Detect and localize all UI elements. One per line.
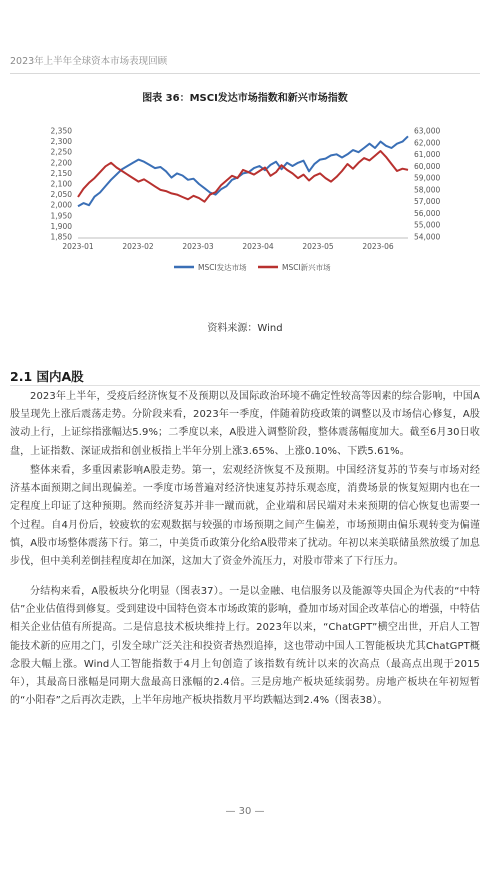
left-tick-label: 1,950 xyxy=(50,211,72,221)
x-axis xyxy=(62,238,408,251)
right-tick-label: 61,000 xyxy=(414,150,441,160)
series-layer xyxy=(78,136,408,206)
legend-label-1: MSCI发达市场 xyxy=(198,263,247,272)
left-tick-label: 2,250 xyxy=(50,147,72,157)
paragraph-3: 分结构来看，A股板块分化明显（图表37）。一是以金融、电信服务以及能源等央国企为代表的“中特估”企业估值得到修复。受到建设中国特色资本市场政策的影响，叠加市场对国企改革信心的增强，中特估相关企业估值有所提高。二是信息技术板块维持上行。2023年以来，“ChatGPT”横空出世，开启人工智能技术新的应用之门，引发全球广泛关注和投资者热烈追捧，这也带动中国人工智能板块尤其ChatGPT概念股大幅上涨。Wind人工智能指数于4月上旬创造了该指数有统计以来的次高点（最高点出现于2015年），其最高日涨幅是同期大盘最高日涨幅的2.4倍。三是房地产板块延续弱势。房地产板块在年初短暂的“小阳春”之后再次走跌，上半年房地产板块指数月平均跌幅达到2.4%（图表38）。 xyxy=(10,586,480,707)
page-header-title: 2023年上半年全球资本市场表现回顾 xyxy=(10,56,168,67)
right-tick-label: 56,000 xyxy=(414,208,441,218)
left-tick-label: 1,850 xyxy=(50,232,72,242)
right-tick-label: 58,000 xyxy=(414,185,441,195)
x-tick-label: 2023-05 xyxy=(302,242,334,251)
left-tick-label: 2,150 xyxy=(50,168,72,178)
right-tick-label: 63,000 xyxy=(414,126,441,136)
right-tick-label: 55,000 xyxy=(414,220,441,230)
series-line-2 xyxy=(78,151,408,202)
paragraph-1: 2023年上半年，受疫后经济恢复不及预期以及国际政治环境不确定性较高等因素的综合影响，中国A股呈现先上涨后震荡走势。分阶段来看，2023年一季度，伴随着防疫政策的调整以及市场信心修复，A股波动上行，上证综指涨幅达5.9%；二季度以来，A股进入调整阶段，整体震荡幅度加大。截至6月30日收盘，上证指数、深证成指和创业板指上半年分别上涨3.65%、上涨0.10%、下跌5.61%。 xyxy=(10,391,480,457)
right-axis xyxy=(414,127,440,242)
right-tick-label: 54,000 xyxy=(414,232,441,242)
left-tick-label: 2,050 xyxy=(50,190,72,200)
right-tick-label: 62,000 xyxy=(414,138,441,148)
section-title: 2.1 国内A股 xyxy=(10,369,84,384)
left-tick-label: 2,000 xyxy=(50,200,72,210)
figure-source: 资料来源：Wind xyxy=(207,323,283,334)
paragraph-2: 整体来看，多重因素影响A股走势。第一，宏观经济恢复不及预期。中国经济复苏的节奏与市场对经济基本面预期之间出现偏差。一季度市场普遍对经济快速复苏持乐观态度，消费场景的恢复短期内也在一定程度上印证了这种预期。然而经济复苏并非一蹴而就，企业端和居民端对未来预期的信心恢复也需要一个过程。自4月份后，较疲软的宏观数据与较强的市场预期之间产生偏差，市场预期由偏乐观转变为偏谨慎，A股市场整体震荡下行。第二，中美货币政策分化给A股带来了扰动。年初以来美联储虽然放缓了加息步伐，但中美利差倒挂程度却在加深，这加大了资金外流压力，对股市带来了下行压力。 xyxy=(10,465,480,568)
right-tick-label: 60,000 xyxy=(414,161,441,171)
right-tick-label: 59,000 xyxy=(414,173,441,183)
left-tick-label: 1,900 xyxy=(50,221,72,231)
x-tick-label: 2023-01 xyxy=(62,242,94,251)
x-tick-label: 2023-02 xyxy=(122,242,154,251)
left-tick-label: 2,200 xyxy=(50,158,72,168)
left-tick-label: 2,300 xyxy=(50,137,72,147)
left-tick-label: 2,350 xyxy=(50,126,72,136)
x-tick-label: 2023-06 xyxy=(362,242,394,251)
line-chart xyxy=(0,0,490,300)
figure-title: 图表 36：MSCI发达市场指数和新兴市场指数 xyxy=(142,93,348,104)
right-tick-label: 57,000 xyxy=(414,197,441,207)
chart-legend xyxy=(174,262,331,272)
page-number: — 30 — xyxy=(225,806,265,817)
x-tick-label: 2023-04 xyxy=(242,242,274,251)
left-axis xyxy=(51,127,73,242)
section-divider xyxy=(10,385,480,386)
left-tick-label: 2,100 xyxy=(50,179,72,189)
legend-label-2: MSCI新兴市场 xyxy=(282,263,331,272)
x-tick-label: 2023-03 xyxy=(182,242,214,251)
